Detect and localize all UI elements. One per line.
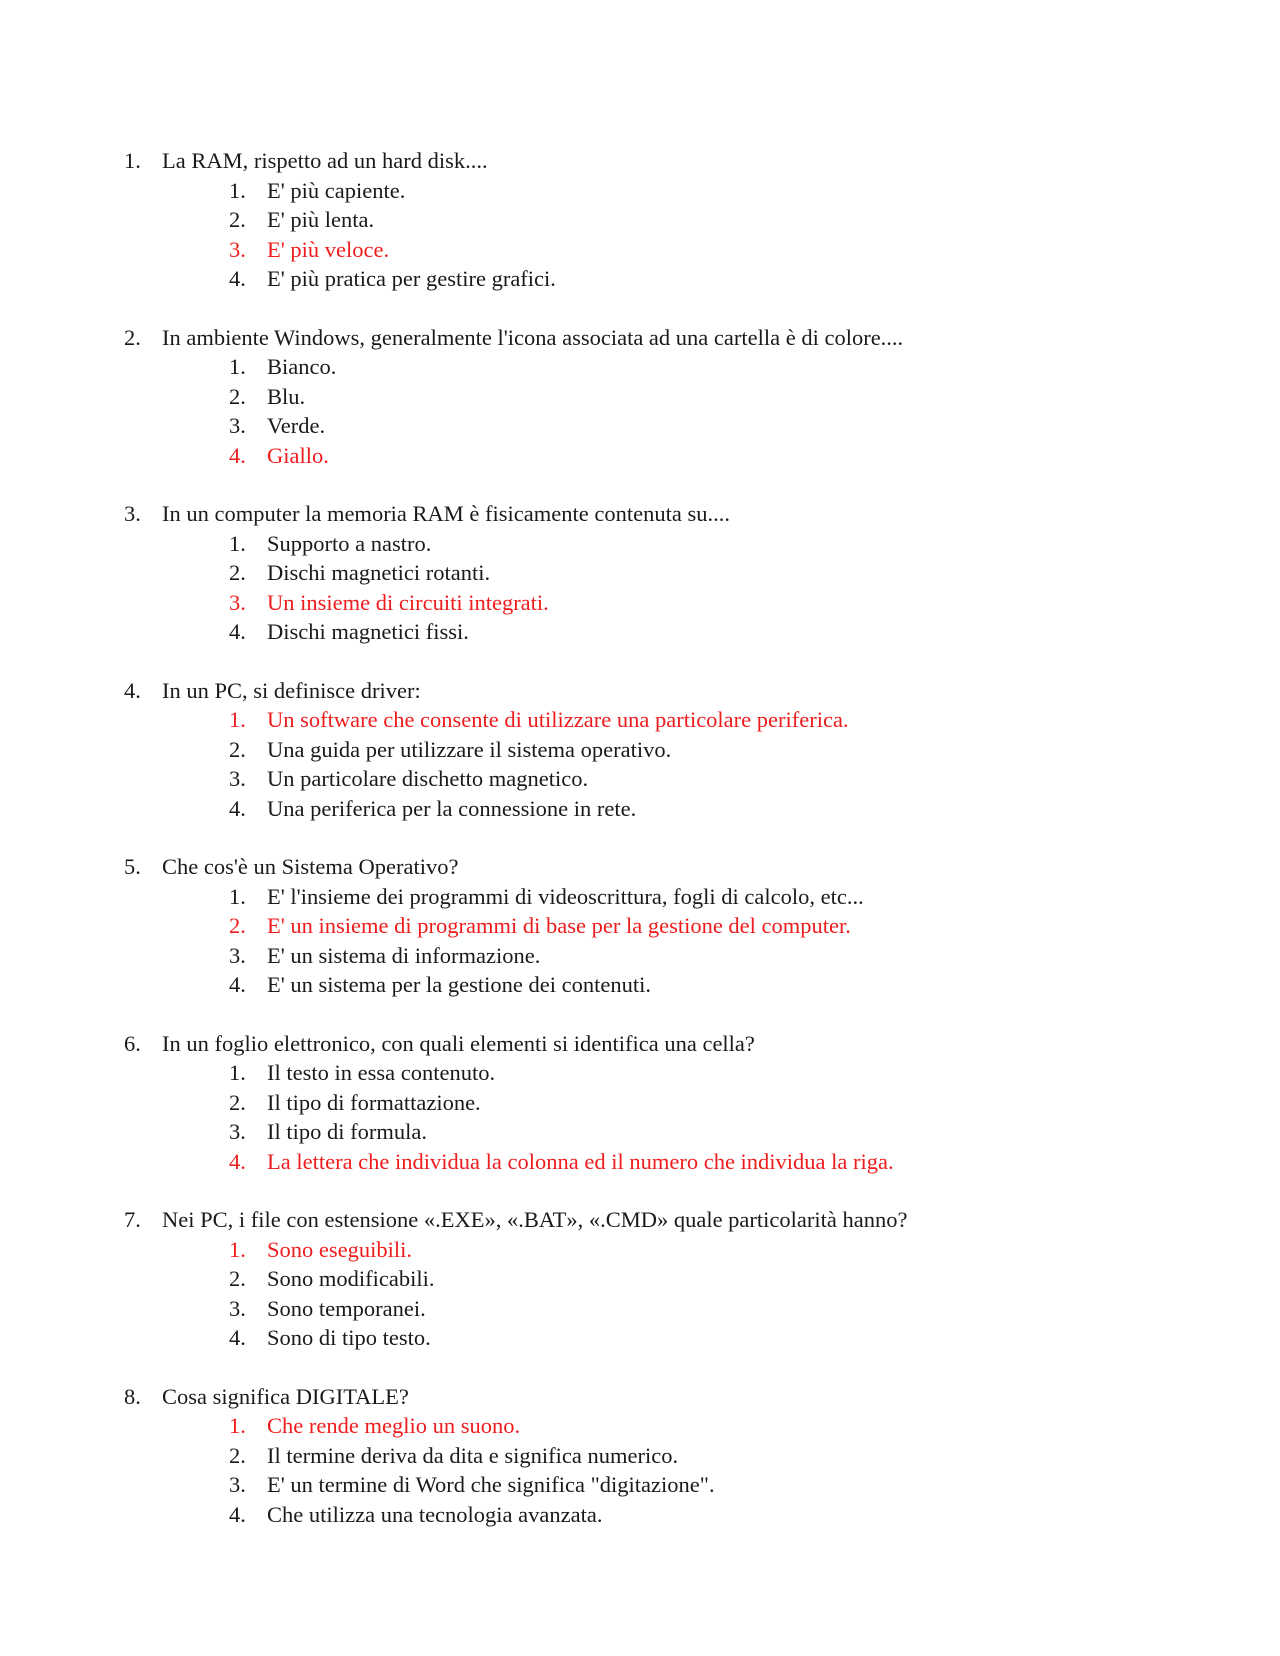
answer-option [124, 558, 1204, 588]
answer-option [124, 352, 1204, 382]
question-4 [124, 676, 1204, 824]
answer-text: Che utilizza una tecnologia avanzata. [267, 1501, 603, 1527]
question-text: Nei PC, i file con estensione «.EXE», «.BAT», «.CMD» quale particolarità hanno? [162, 1207, 908, 1232]
answer-number: 2. [229, 1089, 246, 1115]
answer-option [124, 617, 1204, 647]
answer-option [124, 1500, 1204, 1530]
answer-text: La lettera che individua la colonna ed il numero che individua la riga. [267, 1148, 894, 1174]
answer-number: 1. [229, 530, 246, 556]
answer-option [124, 882, 1204, 912]
answer-text: Il testo in essa contenuto. [267, 1060, 496, 1085]
answer-number: 1. [229, 1413, 246, 1438]
answer-text: Il termine deriva da dita e significa numerico. [267, 1442, 679, 1468]
answer-option-correct [124, 1147, 1204, 1177]
answer-option [124, 264, 1204, 294]
question-line [124, 146, 1204, 176]
answer-number: 4. [229, 442, 246, 468]
answer-option-correct [124, 441, 1204, 471]
answer-text: Sono modificabili. [267, 1266, 435, 1291]
question-text: La RAM, rispetto ad un hard disk.... [162, 148, 488, 173]
answer-number: 2. [229, 207, 246, 232]
answer-text: E' più lenta. [267, 207, 375, 232]
answer-number: 4. [229, 266, 246, 291]
answer-number: 2. [229, 560, 246, 585]
answer-text: Una guida per utilizzare il sistema operativo. [267, 736, 672, 762]
answer-text: Verde. [267, 413, 326, 438]
answer-number: 4. [229, 1325, 246, 1350]
answer-number: 1. [229, 354, 246, 379]
answer-number: 3. [229, 589, 246, 615]
question-8 [124, 1382, 1204, 1530]
answer-number: 1. [229, 707, 246, 732]
answer-option [124, 1088, 1204, 1118]
question-line [124, 852, 1204, 882]
question-text: Cosa significa DIGITALE? [162, 1383, 409, 1409]
answer-option-correct [124, 588, 1204, 618]
question-number: 8. [124, 1383, 141, 1409]
question-6 [124, 1029, 1204, 1177]
answer-text: E' più pratica per gestire grafici. [267, 266, 556, 291]
quiz-list [124, 146, 1204, 1558]
question-text: In un PC, si definisce driver: [162, 677, 421, 703]
answer-text: Giallo. [267, 442, 329, 468]
answer-text: Il tipo di formattazione. [267, 1089, 481, 1115]
answer-text: Un particolare dischetto magnetico. [267, 766, 589, 791]
answer-text: Sono temporanei. [267, 1295, 426, 1321]
answer-text: Dischi magnetici fissi. [267, 619, 469, 644]
answer-number: 1. [229, 177, 246, 203]
answer-option [124, 529, 1204, 559]
answer-number: 2. [229, 913, 246, 938]
question-text: In ambiente Windows, generalmente l'icona associata ad una cartella è di colore.... [162, 324, 904, 350]
answer-option [124, 1323, 1204, 1353]
answer-text: Bianco. [267, 354, 337, 379]
answer-number: 3. [229, 413, 246, 438]
question-5 [124, 852, 1204, 1000]
answer-option-correct [124, 1411, 1204, 1441]
answer-number: 3. [229, 236, 246, 262]
answer-option [124, 1470, 1204, 1500]
answer-option-correct [124, 705, 1204, 735]
question-1 [124, 146, 1204, 294]
answer-number: 1. [229, 883, 246, 909]
question-line [124, 676, 1204, 706]
answer-number: 2. [229, 736, 246, 762]
answer-number: 3. [229, 942, 246, 968]
answer-number: 2. [229, 1442, 246, 1468]
question-number: 6. [124, 1030, 141, 1056]
answer-number: 3. [229, 1472, 246, 1497]
answer-number: 2. [229, 1266, 246, 1291]
answer-text: E' un sistema per la gestione dei contenuti. [267, 972, 651, 997]
answer-text: Supporto a nastro. [267, 530, 432, 556]
answer-text: Che rende meglio un suono. [267, 1413, 521, 1438]
answer-text: E' più capiente. [267, 177, 406, 203]
answer-number: 3. [229, 1295, 246, 1321]
question-number: 5. [124, 854, 141, 879]
answer-number: 1. [229, 1060, 246, 1085]
question-line [124, 323, 1204, 353]
question-text: Che cos'è un Sistema Operativo? [162, 854, 459, 879]
answer-number: 1. [229, 1236, 246, 1262]
answer-text: E' l'insieme dei programmi di videoscrittura, fogli di calcolo, etc... [267, 883, 864, 909]
answer-option [124, 1441, 1204, 1471]
answer-option [124, 735, 1204, 765]
answer-option [124, 382, 1204, 412]
answer-text: Sono eseguibili. [267, 1236, 412, 1262]
answer-number: 4. [229, 1148, 246, 1174]
question-line [124, 1029, 1204, 1059]
answer-text: E' un termine di Word che significa "digitazione". [267, 1472, 715, 1497]
answer-number: 3. [229, 1119, 246, 1144]
answer-text: Sono di tipo testo. [267, 1325, 431, 1350]
question-2 [124, 323, 1204, 471]
answer-option [124, 411, 1204, 441]
answer-option [124, 1264, 1204, 1294]
answer-text: E' un insieme di programmi di base per la gestione del computer. [267, 913, 851, 938]
question-3 [124, 499, 1204, 647]
answer-option [124, 1294, 1204, 1324]
question-number: 1. [124, 148, 141, 173]
answer-number: 3. [229, 766, 246, 791]
answer-number: 4. [229, 795, 246, 821]
answer-text: Dischi magnetici rotanti. [267, 560, 491, 585]
question-number: 4. [124, 677, 141, 703]
answer-option [124, 205, 1204, 235]
question-line [124, 1205, 1204, 1235]
answer-option-correct [124, 1235, 1204, 1265]
answer-option [124, 1058, 1204, 1088]
question-line [124, 1382, 1204, 1412]
answer-number: 2. [229, 383, 246, 409]
answer-option [124, 176, 1204, 206]
answer-number: 4. [229, 1501, 246, 1527]
answer-option [124, 970, 1204, 1000]
question-number: 3. [124, 501, 141, 526]
question-number: 7. [124, 1207, 141, 1232]
answer-text: Blu. [267, 383, 306, 409]
answer-option-correct [124, 911, 1204, 941]
answer-text: Un insieme di circuiti integrati. [267, 589, 549, 615]
answer-number: 4. [229, 619, 246, 644]
answer-text: E' più veloce. [267, 236, 390, 262]
question-text: In un computer la memoria RAM è fisicamente contenuta su.... [162, 501, 730, 526]
answer-text: E' un sistema di informazione. [267, 942, 541, 968]
answer-option [124, 1117, 1204, 1147]
answer-text: Il tipo di formula. [267, 1119, 427, 1144]
answer-text: Un software che consente di utilizzare una particolare periferica. [267, 707, 849, 732]
question-text: In un foglio elettronico, con quali elementi si identifica una cella? [162, 1030, 755, 1056]
question-number: 2. [124, 324, 141, 350]
answer-option [124, 764, 1204, 794]
answer-option-correct [124, 235, 1204, 265]
answer-number: 4. [229, 972, 246, 997]
question-7 [124, 1205, 1204, 1353]
answer-text: Una periferica per la connessione in rete. [267, 795, 637, 821]
answer-option [124, 941, 1204, 971]
question-line [124, 499, 1204, 529]
answer-option [124, 794, 1204, 824]
